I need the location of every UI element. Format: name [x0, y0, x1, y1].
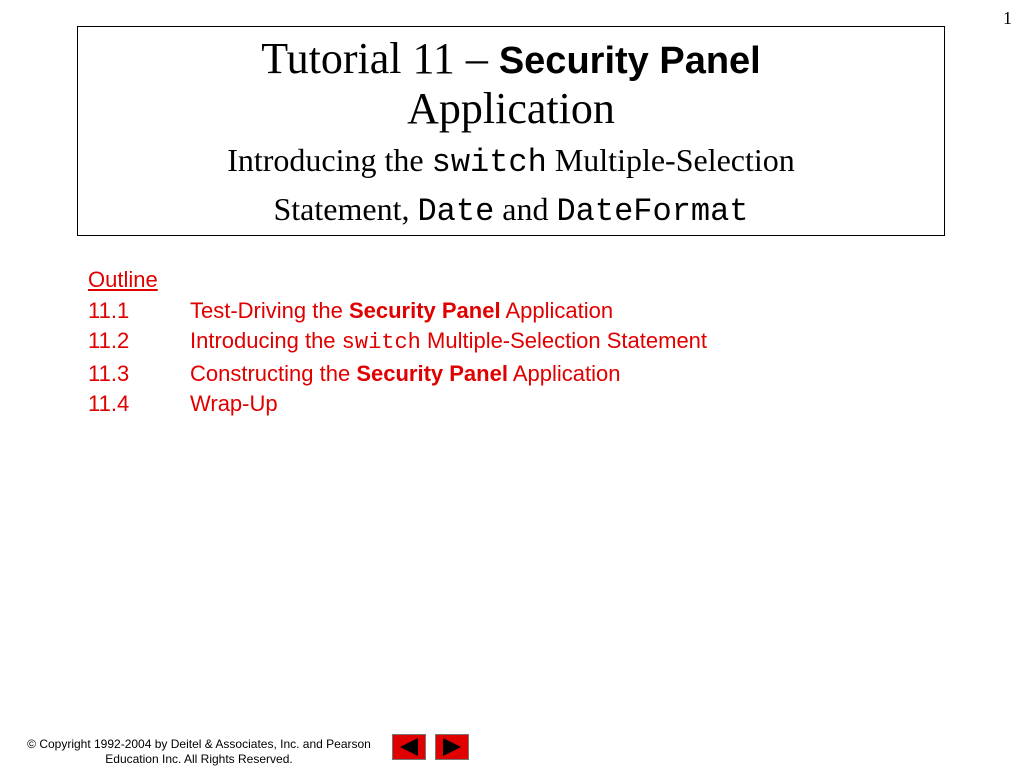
footer-line: © Copyright 1992-2004 by Deitel & Associates, Inc. and Pearson — [27, 737, 371, 751]
outline-item-text-part: Test-Driving the — [190, 297, 349, 323]
next-slide-button[interactable] — [435, 734, 469, 760]
outline-item-number: 11.4 — [88, 391, 130, 416]
subtitle — [78, 137, 944, 235]
title-bold: Security Panel — [498, 40, 761, 82]
outline-item-text-part: Constructing the — [190, 360, 357, 386]
outline-item-text-part: Application — [500, 297, 614, 323]
outline-item-number: 11.1 — [88, 297, 130, 323]
outline-item-number: 11.2 — [88, 328, 130, 353]
title-box — [77, 26, 945, 236]
next-arrow-icon — [436, 735, 468, 759]
outline-item-bold: Security Panel — [356, 360, 508, 386]
title-line-1 — [78, 35, 944, 85]
outline-item-code: switch — [341, 330, 421, 355]
footer-copyright — [14, 737, 384, 767]
outline-item-text-part: Introducing the — [190, 328, 342, 353]
subtitle-text: Introducing the — [227, 142, 432, 178]
prev-arrow-icon — [393, 735, 425, 759]
outline-item-text — [190, 296, 613, 327]
title-line-2: Application — [407, 84, 615, 133]
outline-item-bold: Security Panel — [348, 297, 501, 323]
subtitle-code: Date — [417, 193, 495, 230]
outline — [88, 265, 707, 420]
outline-item-text-part: Application — [507, 360, 621, 386]
subtitle-text: Multiple-Selection — [546, 142, 795, 178]
outline-item-text — [190, 359, 620, 390]
page-number: 1 — [1003, 8, 1012, 28]
outline-item-text-part: Multiple-Selection Statement — [420, 328, 708, 353]
outline-item[interactable] — [88, 389, 707, 420]
outline-item[interactable] — [88, 359, 707, 390]
outline-heading[interactable]: Outline — [88, 267, 158, 292]
previous-slide-button[interactable] — [392, 734, 426, 760]
outline-item-text: Wrap-Up — [190, 391, 278, 416]
outline-item[interactable] — [88, 296, 707, 327]
outline-item-text — [190, 326, 707, 359]
footer-line: Education Inc. All Rights Reserved. — [105, 752, 293, 766]
outline-item-number: 11.3 — [88, 360, 130, 386]
outline-item[interactable] — [88, 326, 707, 359]
subtitle-code: DateFormat — [556, 193, 749, 230]
subtitle-text: Statement, — [273, 191, 418, 227]
subtitle-code: switch — [431, 144, 547, 181]
subtitle-text: and — [494, 191, 557, 227]
title-prefix: Tutorial 11 – — [261, 34, 499, 83]
